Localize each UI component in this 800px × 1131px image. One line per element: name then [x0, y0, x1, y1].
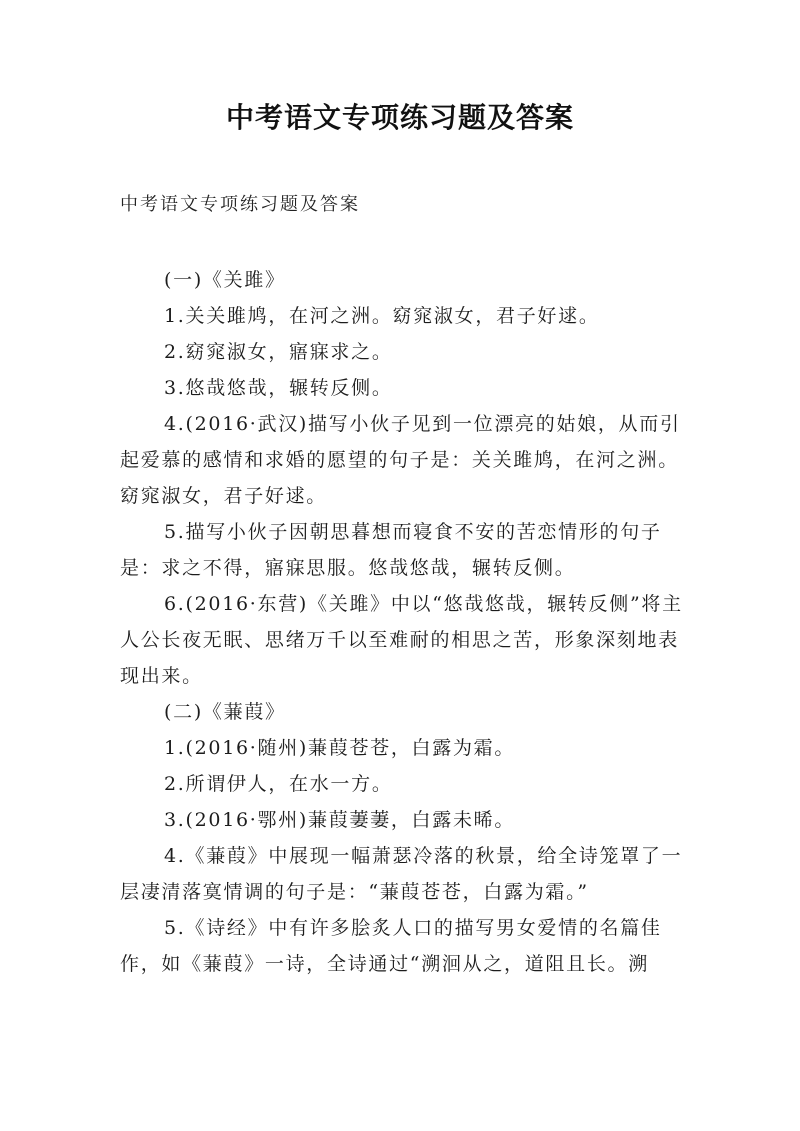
paragraph: 2.窈窕淑女，寤寐求之。: [164, 341, 393, 363]
paragraph: 1.(2016·随州)蒹葭苍苍，白露为霜。: [164, 737, 516, 759]
paragraph: 6.(2016·东营)《关雎》中以“悠哉悠哉，辗转反侧”将主人公长夜无眠、思绪万千以至难耐的相思之苦，形象深刻地表现出来。: [120, 593, 683, 687]
paragraph: 3.(2016·鄂州)蒹葭萋萋，白露未晞。: [164, 809, 516, 831]
document-title: 中考语文专项练习题及答案: [225, 101, 574, 134]
paragraph: 4.《蒹葭》中展现一幅萧瑟冷落的秋景，给全诗笼罩了一层凄清落寞情调的句子是：“蒹葭苍苍，白露为霜。”: [120, 845, 683, 903]
paragraph: 1.关关雎鸠，在河之洲。窈窕淑女，君子好逑。: [164, 305, 600, 327]
document-subtitle: 中考语文专项练习题及答案: [120, 194, 360, 215]
paragraph: 5.《诗经》中有许多脍炙人口的描写男女爱情的名篇佳作，如《蒹葭》一诗，全诗通过“溯洄从之，道阻且长。溯: [120, 917, 662, 975]
section-heading-guanju: (一)《关雎》: [164, 269, 286, 291]
paragraph: 2.所谓伊人，在水一方。: [164, 773, 393, 795]
paragraph: 4.(2016·武汉)描写小伙子见到一位漂亮的姑娘，从而引起爱慕的感情和求婚的愿望的句子是：关关雎鸠，在河之洲。窈窕淑女，君子好逑。: [120, 413, 681, 507]
document-body: [120, 262, 686, 982]
paragraph: 3.悠哉悠哉，辗转反侧。: [164, 377, 393, 399]
section-heading-jianjia: (二)《蒹葭》: [164, 701, 286, 723]
paragraph: 5.描写小伙子因朝思暮想而寝食不安的苦恋情形的句子是：求之不得，寤寐思服。悠哉悠哉，辗转反侧。: [120, 521, 662, 579]
